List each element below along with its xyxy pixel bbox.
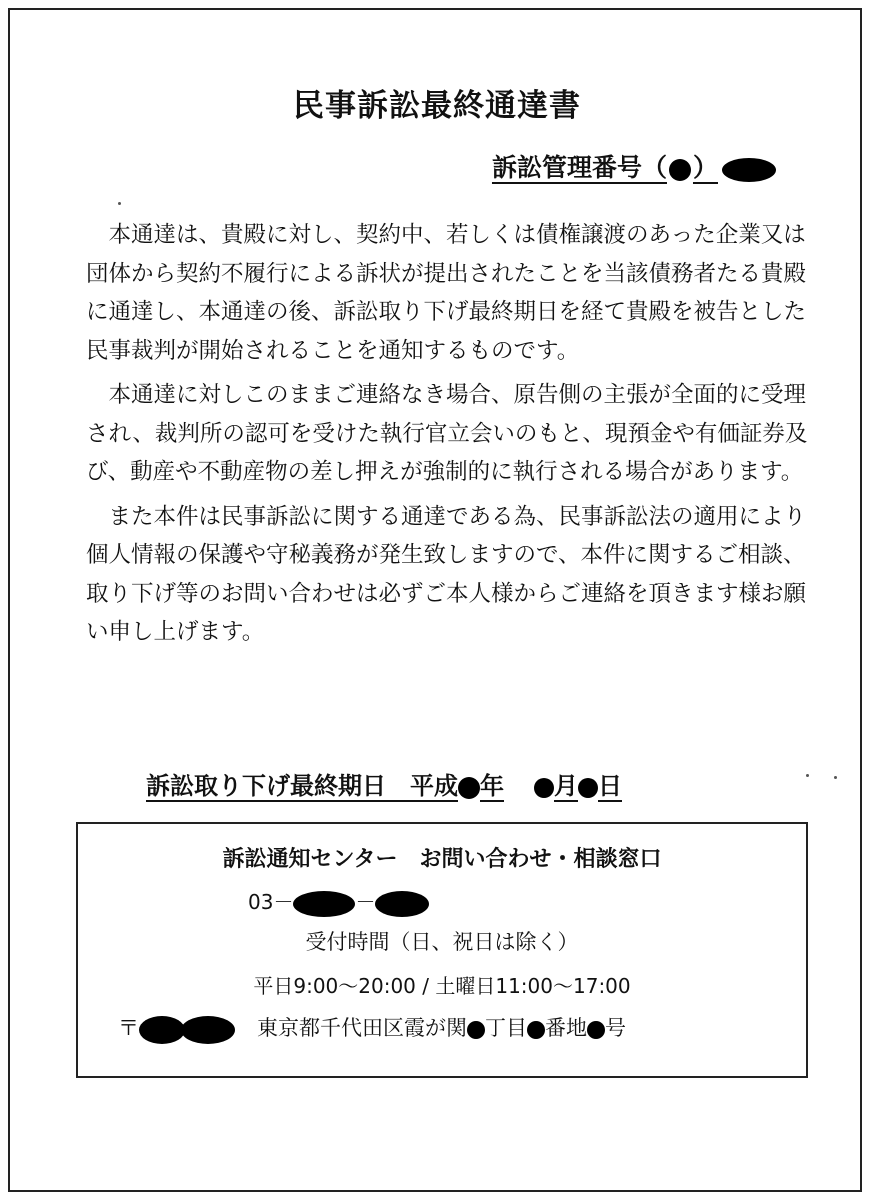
paragraph: また本件は民事訴訟に関する通達である為、民事訴訟法の適用により個人情報の保護や守秘義務が発生致しますので、本件に関するご相談、取り下げ等のお問い合わせは必ずご本人様からご連絡を頂きます様お願い申し上げます。 [86,503,807,645]
redaction-blot [181,1016,235,1044]
deadline-year-suffix: 年 [480,771,504,800]
contact-center-name: 訴訟通知センター お問い合わせ・相談窓口 [222,846,662,872]
scan-speck [118,202,121,205]
withdrawal-deadline [146,766,622,801]
phone-number [248,886,429,917]
hours-label: 受付時間（日、祝日は除く） [305,930,579,954]
phone-dash: － [355,890,376,914]
redaction-blot [669,159,691,181]
redaction-blot [722,158,776,182]
notice-body [86,216,808,658]
deadline-month-suffix: 月 [554,771,578,800]
redaction-blot [527,1021,545,1039]
address-banchi: 番地 [545,1016,587,1040]
case-number-line [492,148,776,184]
redaction-blot [139,1016,185,1044]
address-go: 号 [605,1016,626,1040]
address-line [118,1012,626,1044]
case-number-close: ） [692,153,718,182]
redaction-blot [578,778,598,798]
address-chome: 丁目 [485,1016,527,1040]
postal-mark: 〒 [118,1016,139,1040]
redaction-blot [375,891,429,917]
phone-prefix: 03－ [248,890,294,914]
contact-box [76,822,808,1078]
business-hours: 平日9:00～20:00 / 土曜日11:00～17:00 [253,974,631,998]
notice-page [8,8,862,1192]
address-prefix: 東京都千代田区霞が関 [257,1016,467,1040]
redaction-blot [534,778,554,798]
paragraph: 本通達に対しこのままご連絡なき場合、原告側の主張が全面的に受理され、裁判所の認可を受けた執行官立会いのもと、現預金や有価証券及び、動産や不動産物の差し押えが強制的に執行される場合があります。 [86,382,808,485]
redaction-blot [587,1021,605,1039]
deadline-day-suffix: 日 [598,771,622,800]
redaction-blot [458,777,480,799]
redaction-blot [293,891,355,917]
document-title: 民事訴訟最終通達書 [293,88,581,124]
case-number-label: 訴訟管理番号（ [491,153,667,182]
deadline-label: 訴訟取り下げ最終期日 平成 [146,771,458,800]
scan-speck [834,776,837,779]
paragraph: 本通達は、貴殿に対し、契約中、若しくは債権譲渡のあった企業又は団体から契約不履行による訴状が提出されたことを当該債務者たる貴殿に通達し、本通達の後、訴訟取り下げ最終期日を経て貴殿を被告とした民事裁判が開始されることを通知するものです。 [86,222,807,364]
redaction-blot [467,1021,485,1039]
scan-speck [806,774,809,777]
